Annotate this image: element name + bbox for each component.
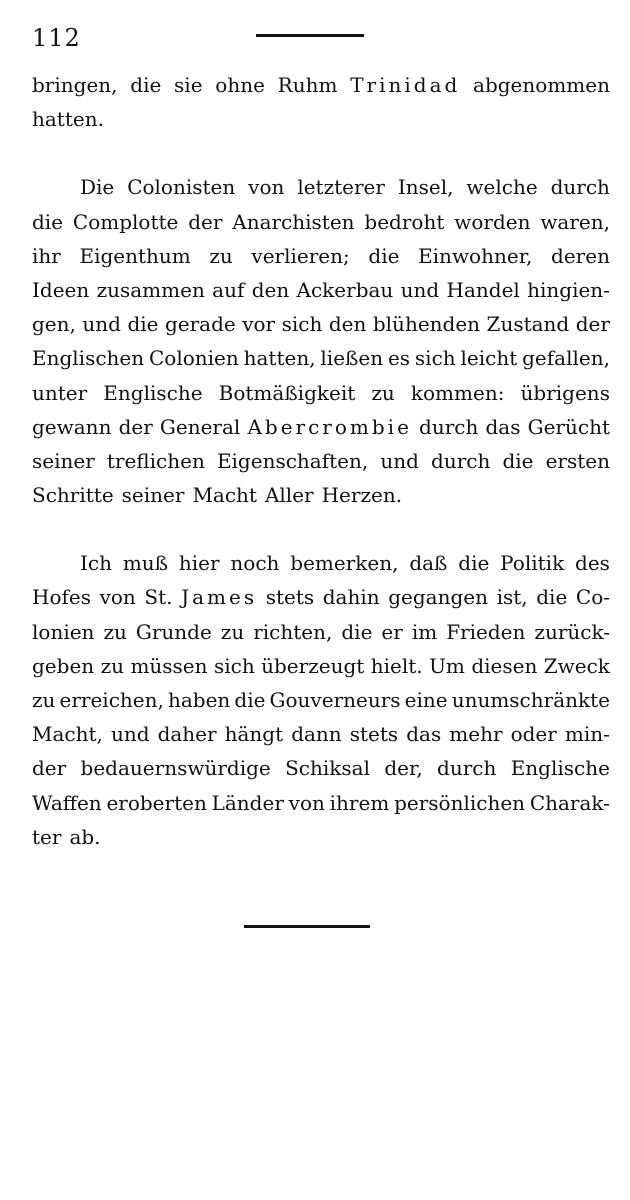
text-line: hatten.	[32, 107, 104, 132]
text-line: Schritte seiner Macht Aller Herzen.	[32, 483, 403, 508]
page-number: 112	[32, 24, 81, 52]
text-line: ter ab.	[32, 824, 101, 849]
footer-rule	[244, 925, 370, 928]
text-line: Macht, und daher hängt dann stets das mehr oder min-	[32, 722, 610, 747]
paragraph-2	[32, 170, 610, 512]
paragraph-3	[32, 546, 610, 854]
text-line: ihr Eigenthum zu verlieren; die Einwohner, deren	[32, 243, 610, 268]
text-line: seiner treflichen Eigenschaften, und durch die ersten	[32, 448, 610, 473]
text-line: die Complotte der Anarchisten bedroht worden waren,	[32, 209, 610, 234]
text-line: geben zu müssen sich überzeugt hielt. Um diesen Zweck	[32, 653, 610, 678]
text-line: Waffen eroberten Länder von ihrem persönlichen Charak-	[32, 790, 610, 815]
text-line: lonien zu Grunde zu richten, die er im Frieden zurück-	[32, 619, 610, 644]
text-line: unter Englische Botmäßigkeit zu kommen: übrigens	[32, 380, 610, 405]
text-line: gen, und die gerade vor sich den blühenden Zustand der	[32, 312, 610, 337]
text-line: der bedauernswürdige Schiksal der, durch Englische	[32, 756, 610, 781]
text-line: Ich muß hier noch bemerken, daß die Politik des	[80, 551, 610, 576]
text-line: Hofes von St. James stets dahin gegangen ist, die Co-	[32, 585, 610, 610]
text-line: Englischen Colonien hatten, ließen es sich leicht gefallen,	[32, 346, 610, 371]
text-line: zu erreichen, haben die Gouverneurs eine unumschränkte	[32, 688, 610, 712]
header-rule	[256, 34, 364, 37]
text-line: Ideen zusammen auf den Ackerbau und Handel hingien-	[32, 277, 610, 302]
text-line: gewann der General Abercrombie durch das Gerücht	[32, 414, 610, 439]
text-line: Die Colonisten von letzterer Insel, welche durch	[80, 175, 610, 200]
body-text	[32, 68, 610, 854]
text-line: bringen, die sie ohne Ruhm Trinidad abgenommen	[32, 73, 610, 97]
paragraph-1	[32, 68, 610, 136]
